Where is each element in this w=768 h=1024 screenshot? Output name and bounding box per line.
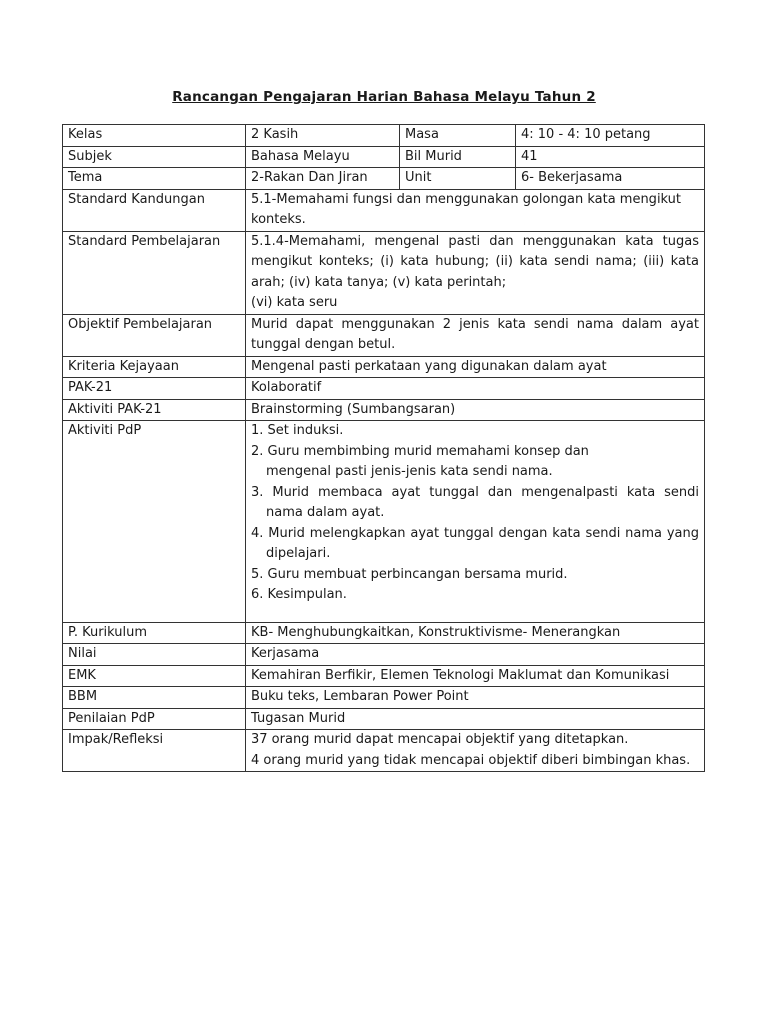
value-kriteria: Mengenal pasti perkataan yang digunakan dalam ayat [246,356,705,378]
value-aktiviti-pdp [246,421,705,623]
label-bbm: BBM [63,687,246,709]
value-subjek: Bahasa Melayu [246,146,400,168]
value-standard-pembelajaran [246,231,705,314]
activity-item: 5. Guru membuat perbincangan bersama murid. [251,566,568,582]
value-emk: Kemahiran Berfikir, Elemen Teknologi Maklumat dan Komunikasi [246,665,705,687]
label-nilai: Nilai [63,644,246,666]
label-bil-murid: Bil Murid [400,146,516,168]
label-unit: Unit [400,168,516,190]
value-nilai: Kerjasama [246,644,705,666]
impak-text: 37 orang murid dapat mencapai objektif yang ditetapkan. [251,732,629,747]
table-row-nilai [63,644,705,666]
standard-pembelajaran-text-2: (vi) kata seru [251,295,338,310]
label-tema: Tema [63,168,246,190]
value-masa: 4: 10 - 4: 10 petang [516,125,705,147]
value-kurikulum: KB- Menghubungkaitkan, Konstruktivisme- Menerangkan [246,622,705,644]
value-penilaian: Tugasan Murid [246,708,705,730]
value-kelas: 2 Kasih [246,125,400,147]
table-row-standard-kandungan [63,189,705,231]
value-objektif: Murid dapat menggunakan 2 jenis kata sendi nama dalam ayat tunggal dengan betul. [246,314,705,356]
lesson-plan-table [62,124,705,772]
activity-item: 4. Murid melengkapkan ayat tunggal dengan kata sendi nama yang dipelajari. [251,525,699,561]
label-emk: EMK [63,665,246,687]
value-tema: 2-Rakan Dan Jiran [246,168,400,190]
table-row-pak21 [63,378,705,400]
standard-pembelajaran-text: 5.1.4-Memahami, mengenal pasti dan menggunakan kata tugas mengikut konteks; (i) kata hubung; (ii) kata sendi nama; (iii) kata arah; (iv) kata tanya; (v) kata perintah; [251,233,699,290]
table-row-aktiviti-pak21 [63,399,705,421]
label-kelas: Kelas [63,125,246,147]
value-unit: 6- Bekerjasama [516,168,705,190]
label-standard-kandungan: Standard Kandungan [63,189,246,231]
label-standard-pembelajaran: Standard Pembelajaran [63,231,246,314]
value-bbm: Buku teks, Lembaran Power Point [246,687,705,709]
table-row-impak [63,730,705,772]
table-row-tema [63,168,705,190]
table-row-subjek [63,146,705,168]
table-row-bbm [63,687,705,709]
table-row-standard-pembelajaran [63,231,705,314]
impak-text-2: 4 orang murid yang tidak mencapai objektif diberi bimbingan khas. [251,752,691,768]
activity-item: 6. Kesimpulan. [251,587,347,602]
label-aktiviti-pdp: Aktiviti PdP [63,421,246,623]
table-row-emk [63,665,705,687]
table-row-aktiviti-pdp [63,421,705,623]
label-masa: Masa [400,125,516,147]
label-aktiviti-pak21: Aktiviti PAK-21 [63,399,246,421]
label-objektif: Objektif Pembelajaran [63,314,246,356]
value-impak [246,730,705,772]
table-row-kriteria [63,356,705,378]
page-title: Rancangan Pengajaran Harian Bahasa Melayu Tahun 2 [172,89,596,105]
table-row-kurikulum [63,622,705,644]
activity-item: 3. Murid membaca ayat tunggal dan mengenalpasti kata sendi nama dalam ayat. [251,484,699,520]
table-row-objektif [63,314,705,356]
label-penilaian: Penilaian PdP [63,708,246,730]
table-row-kelas [63,125,705,147]
table-row-penilaian [63,708,705,730]
value-standard-kandungan: 5.1-Memahami fungsi dan menggunakan golongan kata mengikut konteks. [246,189,705,231]
label-subjek: Subjek [63,146,246,168]
activity-spacer [251,606,699,622]
value-aktiviti-pak21: Brainstorming (Sumbangsaran) [246,399,705,421]
activity-item: 1. Set induksi. [251,423,344,438]
value-pak21: Kolaboratif [246,378,705,400]
value-bil-murid: 41 [516,146,705,168]
label-kurikulum: P. Kurikulum [63,622,246,644]
activity-item: 2. Guru membimbing murid memahami konsep dan [251,443,589,459]
label-kriteria: Kriteria Kejayaan [63,356,246,378]
label-pak21: PAK-21 [63,378,246,400]
label-impak: Impak/Refleksi [63,730,246,772]
activity-item-continuation: mengenal pasti jenis-jenis kata sendi nama. [266,464,553,479]
